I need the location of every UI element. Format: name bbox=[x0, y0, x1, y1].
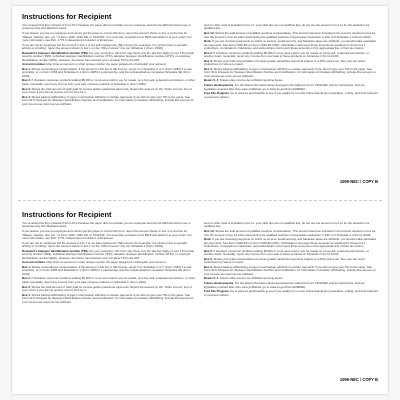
instruction-paragraph bbox=[204, 68, 378, 78]
instruction-paragraph bbox=[22, 96, 196, 106]
paragraph-text: Shows the total amount of qualified overtime compensation. This amount has been included in the amount reported in box 1a. Use the amount in box 1d when determining the qualified overtime compensation deduction in Part II of Schedule 1-A (Form 1040). bbox=[204, 229, 376, 237]
instruction-paragraph bbox=[204, 92, 378, 99]
copy-label: 1099-NEC / COPY B bbox=[339, 377, 378, 382]
paragraph-text: If checked, consumer products totaling $5,000 or more were sold to you for resale, on a buy-sell, a deposit-commission, or other basis. Generally, report any income from your sale of these products on Schedule C (Form 1040). bbox=[22, 78, 196, 86]
instruction-paragraph bbox=[22, 222, 196, 229]
paragraph-text: Shows the total amount of cash paid for excess golden parachute payments. Report the amount on the "Other income" line of your return if you did not receive a Form W-2 for it. bbox=[22, 86, 192, 95]
paragraph-heading: Recipient's taxpayer identification number (TIN). bbox=[22, 248, 89, 253]
instruction-paragraph bbox=[204, 40, 378, 50]
paragraph-heading: Box 1d. bbox=[204, 229, 215, 234]
instruction-paragraph bbox=[22, 79, 196, 86]
instruction-paragraph bbox=[204, 222, 378, 229]
instruction-paragraph bbox=[204, 84, 378, 91]
paragraph-text: Shows the total amount of qualified overtime compensation. This amount has been included in the amount reported in box 1a. Use the amount in box 1d when determining the qualified overtime compensation deduction in Part II of Schedule 1-A (Form 1040). bbox=[204, 31, 376, 39]
paragraph-heading: Box 4. bbox=[204, 66, 213, 71]
paragraph-heading: Note: bbox=[204, 237, 212, 242]
instruction-paragraph bbox=[22, 286, 196, 293]
instruction-paragraph bbox=[204, 60, 378, 67]
instruction-paragraph bbox=[22, 44, 196, 51]
instruction-paragraph bbox=[204, 24, 378, 31]
paragraph-heading: Future developments. bbox=[204, 281, 235, 286]
instruction-paragraph bbox=[204, 32, 378, 39]
instruction-paragraph bbox=[204, 266, 378, 276]
right-column bbox=[204, 222, 378, 372]
paragraph-heading: Box 2. bbox=[22, 276, 31, 281]
instruction-paragraph bbox=[204, 250, 378, 257]
paragraph-heading: Box 2. bbox=[204, 248, 213, 253]
paragraph-heading: Account number. bbox=[22, 260, 46, 265]
left-column bbox=[22, 24, 196, 174]
section-title: Instructions for Recipient bbox=[22, 12, 112, 21]
instruction-paragraph bbox=[22, 230, 196, 240]
paragraph-heading: Free File Program. bbox=[204, 289, 230, 294]
paragraph-heading: Boxes 5–7. bbox=[204, 276, 220, 281]
paragraph-text: Shows state income tax withheld reporting boxes. bbox=[219, 276, 284, 281]
paragraph-text: Shows nonemployee compensation. If the amount in this box is SE income, report it on Schedule C or F (Form 1040) if a sole proprietor, or on Form 1065 and Schedule K-1 (Form 1065) if a partnership, and the recipient/partner completes Schedule SE (Form 1040). bbox=[22, 66, 192, 78]
paragraph-heading: Box 1. bbox=[22, 264, 31, 269]
paragraph-text: Go to www.irs.gov/FreeFile to see if you qualify for no-cost online federal tax preparation, e-filing, and direct deposit or payment options. bbox=[204, 289, 378, 297]
paragraph-heading: Box 2. bbox=[204, 50, 213, 55]
instruction-paragraph bbox=[204, 230, 378, 237]
instruction-paragraph bbox=[22, 277, 196, 284]
paragraph-heading: Box 3. bbox=[204, 58, 213, 63]
paragraph-text: For your protection, this form may show only the last four digits of your TIN (social security number (SSN), individual taxpayer identification number (ITIN), adoption taxpayer identification number (ATIN), or employer identification number (EIN)). However, the issuer has reported your complete TIN to the IRS. bbox=[22, 248, 194, 260]
paragraph-heading: Recipient's taxpayer identification number (TIN). bbox=[22, 50, 89, 55]
paragraph-text: For your protection, this form may show only the last four digits of your TIN (social security number (SSN), individual taxpayer identification number (ITIN), adoption taxpayer identification number (ATIN), or employer identification number (EIN)). However, the issuer has reported your complete TIN to the IRS. bbox=[22, 50, 194, 62]
paragraph-heading: Boxes 5–7. bbox=[204, 78, 220, 83]
paragraph-text: You received this form instead of Form W-2 because the payer did not consider you an employee and did not withhold income tax or social security and Medicare taxes. bbox=[22, 24, 191, 31]
instruction-paragraph bbox=[22, 266, 196, 276]
instruction-paragraph bbox=[22, 88, 196, 95]
paragraph-text: If you are not an employee but the amount in box 1 is not self-employment (SE) income (for example, it is income from a sporadic activity or a hobby), report the amount shown in box 1 on the "Other income" line (on Schedule 1 (Form 1040)). bbox=[22, 42, 188, 51]
instruction-paragraph bbox=[22, 32, 196, 42]
paragraph-heading: Box 1d. bbox=[204, 31, 215, 36]
paragraph-text: May show an account or other unique number the payer assigned to distinguish your account. bbox=[46, 62, 167, 67]
instruction-paragraph bbox=[204, 238, 378, 248]
paragraph-text: Shows your total compensation of excess golden parachute payments subject to a 20% excise tax. See your tax return instructions for where to report. bbox=[204, 58, 366, 67]
instruction-paragraph bbox=[204, 290, 378, 297]
paragraph-text: If you are receiving payments on which no income, social security, and Medicare taxes are withheld, you should make estimated tax payments. See Form 1040-ES (or Form 1040-ES (NR)). Individuals must report these amounts as explained in these box 1 instructions. Corporations, fiduciaries, and partnerships must report these amounts on the appropriate line of their tax returns. bbox=[204, 39, 376, 51]
paragraph-text: If checked, consumer products totaling $5,000 or more were sold to you for resale, on a buy-sell, a deposit-commission, or other basis. Generally, report any income from your sale of these products on Schedule C (Form 1040). bbox=[22, 276, 196, 284]
paragraph-heading: Box 4. bbox=[204, 264, 213, 269]
paragraph-text: If you believe you are an employee and cannot get the payer to correct this form, report the amount shown in box 1 on the line for "Wages, salaries, tips, etc." of Form 1040, 1040-SR, or 1040-NR. You must also complete Form 8919 and attach it to your return. For more information, see Pub. 1779, Independent Contractor or Employee. bbox=[22, 229, 192, 240]
paragraph-text: If you believe you are an employee and cannot get the payer to correct this form, report the amount shown in box 1 on the line for "Wages, salaries, tips, etc." of Form 1040, 1040-SR, or 1040-NR. You must also complete Form 8919 and attach it to your return. For more information, see Pub. 1779, Independent Contractor or Employee. bbox=[22, 31, 192, 42]
paragraph-heading: Box 4. bbox=[22, 94, 31, 99]
copy-b-section-lower bbox=[22, 210, 378, 382]
instruction-paragraph bbox=[22, 250, 196, 260]
instruction-paragraph bbox=[22, 68, 196, 78]
paragraph-text: You received this form instead of Form W-2 because the payer did not consider you an employee and did not withhold income tax or social security and Medicare taxes. bbox=[22, 222, 191, 229]
paragraph-text: Shows state income tax withheld reporting boxes. bbox=[219, 78, 284, 83]
paragraph-heading: Box 3. bbox=[22, 86, 31, 91]
instruction-paragraph bbox=[22, 52, 196, 62]
paragraph-text: For the latest information about developments related to Form 1099-NEC and its instructions, such as legislation enacted after they were published, go to www.irs.gov/Form1099NEC. bbox=[204, 281, 365, 289]
paragraph-heading: Box 3. bbox=[204, 256, 213, 261]
instruction-paragraph bbox=[204, 258, 378, 265]
section-title: Instructions for Recipient bbox=[22, 210, 112, 219]
paragraph-text: If checked, consumer products totaling $5,000 or more were sold to you for resale on a buy-sell, a deposit-commission, or another basis. Generally, report any income from your sale of these products on Schedule C (Form 1040). bbox=[204, 50, 370, 59]
paragraph-text: May show an account or other unique number the payer assigned to distinguish your account. bbox=[46, 260, 167, 265]
paragraph-heading: Free File Program. bbox=[204, 91, 230, 96]
paragraph-text: Shows nonemployee compensation. If the amount in this box is SE income, report it on Schedule C or F (Form 1040) if a sole proprietor, or on Form 1065 and Schedule K-1 (Form 1065) if a partnership, and the recipient/partner completes Schedule SE (Form 1040). bbox=[22, 264, 192, 276]
left-column bbox=[22, 222, 196, 372]
paragraph-text: and on other code is included in box 1c: your cash tips are not qualified tips; do not use the amount in box 1c for the deduction for qualified tips. bbox=[204, 222, 370, 229]
page-divider bbox=[18, 200, 382, 201]
paragraph-text: Shows backup withholding. A payer must backup withhold on certain payments if you did not give your TIN to the payer. See Form W-9, Request for Taxpayer Identification Number and Certification, for information on backup withholding. Include this amount on your income tax return as tax withheld. bbox=[204, 66, 376, 78]
instruction-paragraph bbox=[204, 52, 378, 59]
paragraph-heading: Note: bbox=[204, 39, 212, 44]
paragraph-text: and on other code is included in box 1c: your cash tips are not qualified tips; do not use the amount in box 1c for the deduction for qualified tips. bbox=[204, 24, 370, 31]
instruction-paragraph bbox=[22, 24, 196, 31]
right-column bbox=[204, 24, 378, 174]
paragraph-heading: Future developments. bbox=[204, 83, 235, 88]
instruction-paragraph bbox=[204, 282, 378, 289]
paragraph-text: Shows backup withholding. A payer must backup withhold on certain payments if you did not give your TIN to the payer. See Form W-9, Request for Taxpayer Identification Number and Certification, for information on backup withholding. Include this amount on your income tax return as tax withheld. bbox=[204, 264, 376, 276]
paragraph-text: For the latest information about developments related to Form 1099-NEC and its instructions, such as legislation enacted after they were published, go to www.irs.gov/Form1099NEC. bbox=[204, 83, 365, 91]
paragraph-heading: Box 3. bbox=[22, 284, 31, 289]
copy-label: 1099-NEC / COPY B bbox=[339, 179, 378, 184]
paragraph-text: If you are receiving payments on which no income, social security, and Medicare taxes are withheld, you should make estimated tax payments. See Form 1040-ES (or Form 1040-ES (NR)). Individuals must report these amounts as explained in these box 1 instructions. Corporations, fiduciaries, and partnerships must report these amounts on the appropriate line of their tax returns. bbox=[204, 237, 376, 249]
paragraph-text: Shows your total compensation of excess golden parachute payments subject to a 20% excise tax. See your tax return instructions for where to report. bbox=[204, 256, 366, 265]
instruction-paragraph bbox=[22, 294, 196, 304]
paragraph-text: If checked, consumer products totaling $5,000 or more were sold to you for resale on a buy-sell, a deposit-commission, or another basis. Generally, report any income from your sale of these products on Schedule C (Form 1040). bbox=[204, 248, 370, 257]
paragraph-text: Go to www.irs.gov/FreeFile to see if you qualify for no-cost online federal tax preparation, e-filing, and direct deposit or payment options. bbox=[204, 91, 378, 99]
paragraph-text: Shows backup withholding. A payer must backup withhold on certain payments if you did not give your TIN to the payer. See Form W-9, Request for Taxpayer Identification Number and Certification, for information on backup withholding. Include this amount on your income tax return as tax withheld. bbox=[22, 292, 194, 304]
instruction-paragraph bbox=[22, 242, 196, 249]
paragraph-heading: Account number. bbox=[22, 62, 46, 67]
paragraph-text: If you are not an employee but the amount in box 1 is not self-employment (SE) income (for example, it is income from a sporadic activity or a hobby), report the amount shown in box 1 on the "Other income" line (on Schedule 1 (Form 1040)). bbox=[22, 240, 188, 249]
paragraph-heading: Box 2. bbox=[22, 78, 31, 83]
copy-b-section bbox=[22, 12, 378, 184]
paragraph-heading: Box 1. bbox=[22, 66, 31, 71]
instruction-sheet bbox=[12, 6, 388, 394]
paragraph-heading: Box 4. bbox=[22, 292, 31, 297]
paragraph-text: Shows backup withholding. A payer must backup withhold on certain payments if you did not give your TIN to the payer. See Form W-9, Request for Taxpayer Identification Number and Certification, for information on backup withholding. Include this amount on your income tax return as tax withheld. bbox=[22, 94, 194, 106]
paragraph-text: Shows the total amount of cash paid for excess golden parachute payments. Report the amount on the "Other income" line of your return if you did not receive a Form W-2 for it. bbox=[22, 284, 192, 293]
